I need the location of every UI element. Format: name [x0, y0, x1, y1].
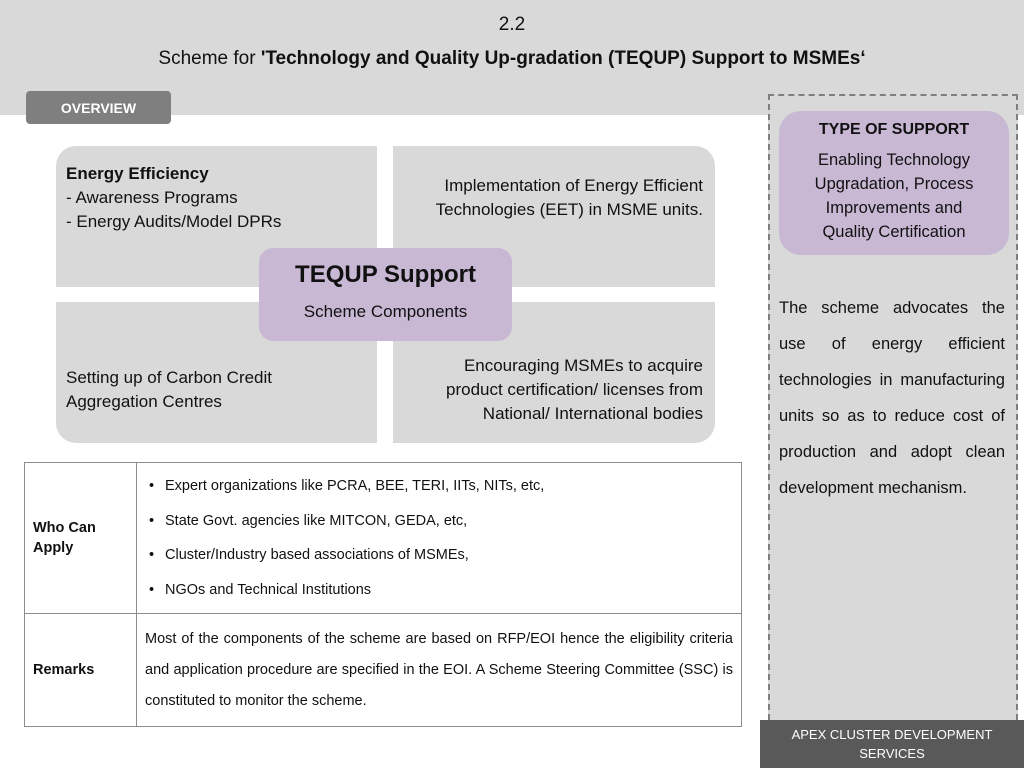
- who-can-apply-label: Who Can Apply: [25, 463, 137, 614]
- overview-tag: OVERVIEW: [26, 91, 171, 124]
- tequp-support-center: [259, 248, 512, 341]
- support-title: TYPE OF SUPPORT: [818, 121, 970, 138]
- component-q1-line: - Awareness Programs: [66, 188, 238, 207]
- component-q1-line: - Energy Audits/Model DPRs: [66, 212, 282, 231]
- list-item: • NGOs and Technical Institutions: [145, 573, 733, 608]
- footer-brand: APEX CLUSTER DEVELOPMENT SERVICES: [760, 720, 1024, 768]
- slide-number: 2.2: [498, 14, 526, 35]
- remarks-cell: [137, 614, 742, 727]
- list-item: • State Govt. agencies like MITCON, GEDA, etc,: [145, 504, 733, 539]
- table-row: [25, 463, 742, 614]
- who-can-apply-list: [137, 463, 741, 613]
- title-prefix: Scheme for: [158, 48, 261, 69]
- remarks-label: Remarks: [25, 614, 137, 727]
- eligibility-table: [24, 462, 742, 727]
- component-q4-text: Encouraging MSMEs to acquire product certification/ licenses from National/ International bodies: [446, 356, 703, 423]
- center-subtitle: Scheme Components: [303, 302, 468, 321]
- component-q3-text: Setting up of Carbon Credit Aggregation Centres: [66, 368, 273, 411]
- center-title: TEQUP Support: [295, 261, 476, 288]
- scheme-description: The scheme advocates the use of energy efficient technologies in manufacturing units so as to reduce cost of production and adopt clean development mechanism.: [779, 299, 1005, 497]
- component-q2-text: Implementation of Energy Efficient Technologies (EET) in MSME units.: [435, 176, 703, 219]
- list-item: • Cluster/Industry based associations of MSMEs,: [145, 538, 733, 573]
- table-row: [25, 614, 742, 727]
- title-bold: 'Technology and Quality Up-gradation (TEQUP) Support to MSMEs‘: [260, 48, 866, 69]
- type-of-support-box: [779, 111, 1009, 255]
- who-can-apply-cell: [137, 463, 742, 614]
- remarks-text: Most of the components of the scheme are based on RFP/EOI hence the eligibility criteria and application procedure are specified in the EOI. A Scheme Steering Committee (SSC) is constituted to monitor the scheme.: [145, 630, 733, 709]
- list-item: • Expert organizations like PCRA, BEE, TERI, IITs, NITs, etc,: [145, 469, 733, 504]
- support-text: Enabling Technology Upgradation, Process Improvements and Quality Certification: [814, 151, 974, 241]
- page-title: [0, 48, 1024, 70]
- component-q1-title: Energy Efficiency: [66, 164, 209, 183]
